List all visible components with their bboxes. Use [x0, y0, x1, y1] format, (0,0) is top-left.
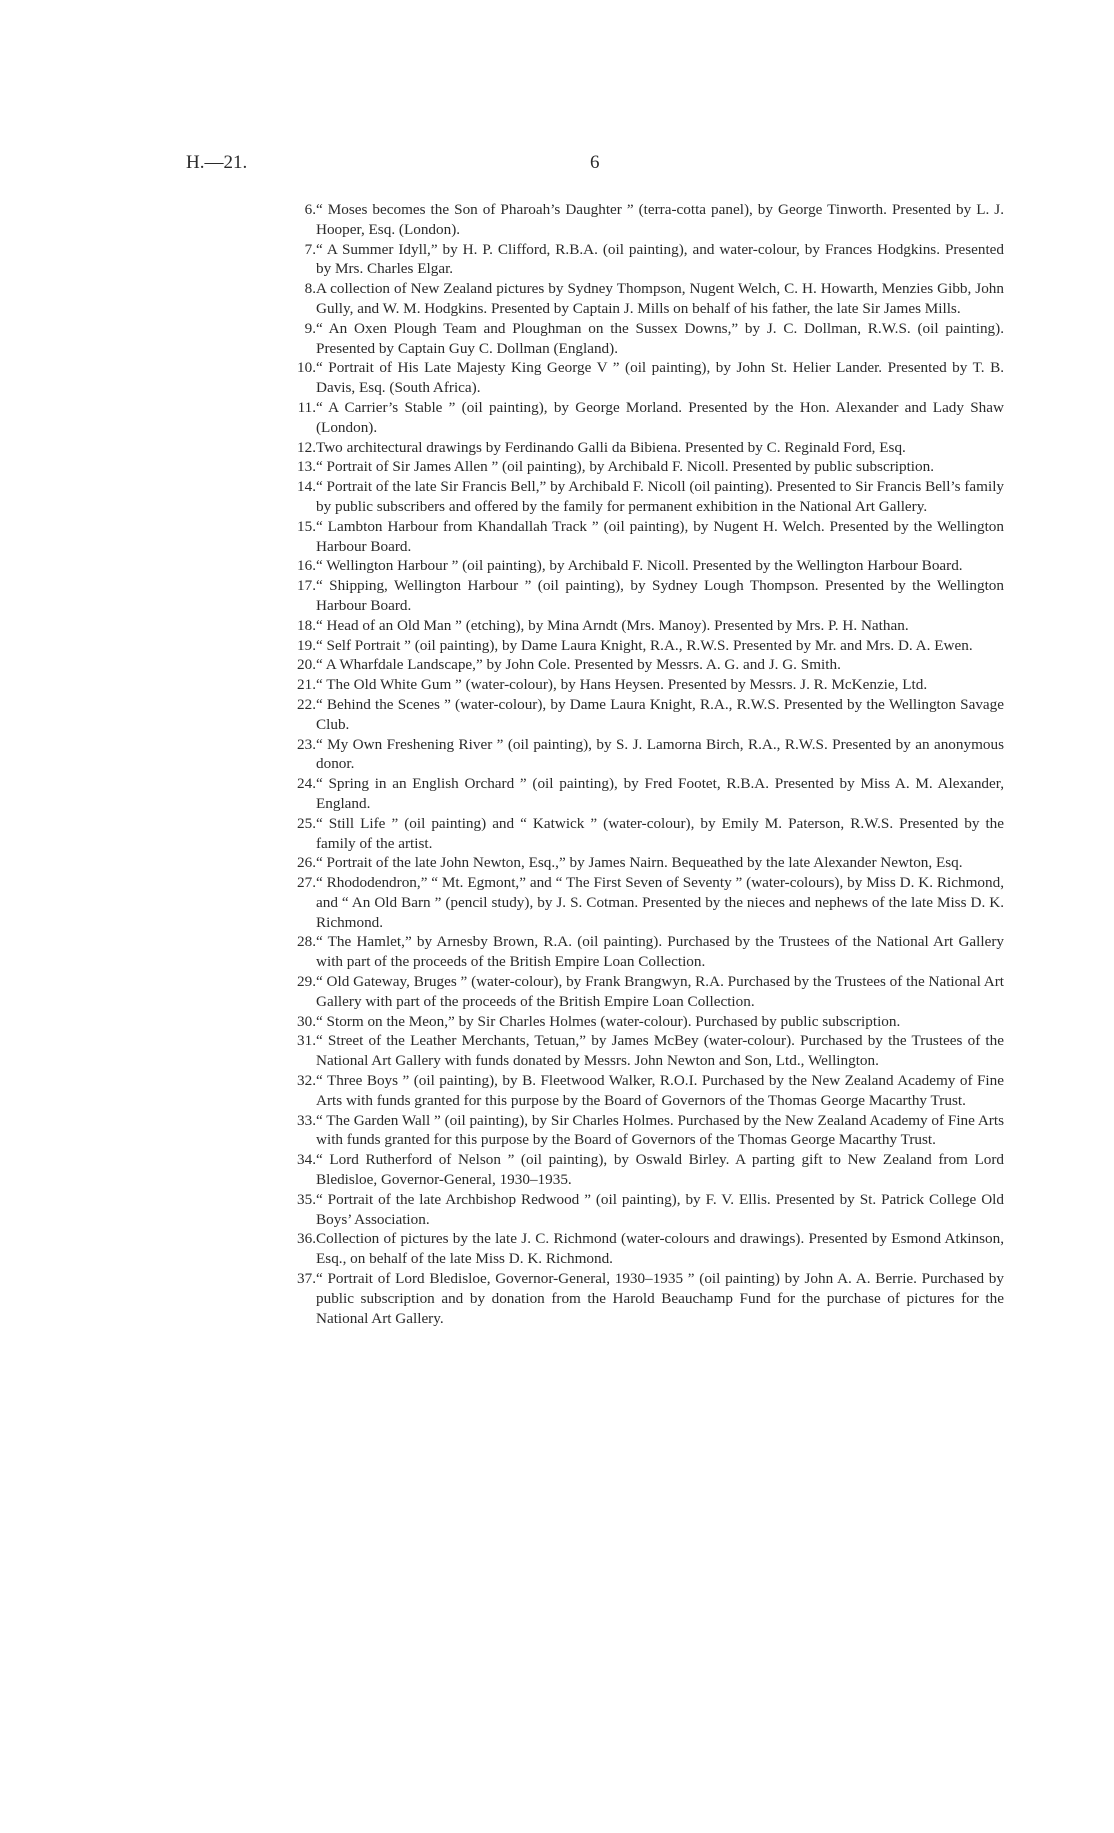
page-number: 6 — [590, 152, 600, 173]
list-item — [256, 1269, 1004, 1328]
list-item — [256, 556, 1004, 576]
list-item — [256, 1031, 1004, 1071]
list-item — [256, 319, 1004, 359]
list-item — [256, 814, 1004, 854]
item-number-text: 20. — [297, 656, 316, 674]
item-number — [273, 556, 316, 576]
item-text: “ Portrait of the late Archbishop Redwood ” (oil painting), by F. V. Ellis. Presented by St. Patrick College Old Boys’ Association. — [316, 1190, 1004, 1228]
list-item — [256, 735, 1004, 775]
list-item — [256, 774, 1004, 814]
item-number-text: 33. — [297, 1111, 316, 1129]
acquisitions-list — [256, 200, 1004, 1328]
item-number — [273, 457, 316, 477]
item-text: “ The Garden Wall ” (oil painting), by Sir Charles Holmes. Purchased by the New Zealand Academy of Fine Arts with funds granted for this purpose by the Board of Governors of the Thomas George Macarthy Trust. — [316, 1111, 1004, 1149]
list-item — [256, 873, 1004, 932]
list-item — [256, 1190, 1004, 1230]
item-number — [273, 1150, 316, 1170]
item-number — [273, 1031, 316, 1051]
item-number-text: 28. — [297, 933, 316, 951]
item-text: Collection of pictures by the late J. C. Richmond (water-colours and drawings). Presented by Esmond Atkinson, Esq., on behalf of the late Miss D. K. Richmond. — [316, 1230, 1004, 1268]
item-text: “ A Wharfdale Landscape,” by John Cole. Presented by Messrs. A. G. and J. G. Smith. — [316, 656, 841, 674]
list-item — [256, 1071, 1004, 1111]
item-number-text: 37. — [297, 1270, 316, 1288]
item-text: “ Portrait of Sir James Allen ” (oil painting), by Archibald F. Nicoll. Presented by public subscription. — [316, 458, 934, 476]
list-item — [256, 853, 1004, 873]
item-number-text: 35. — [297, 1190, 316, 1208]
item-number — [273, 695, 316, 715]
item-number — [273, 675, 316, 695]
item-text: “ My Own Freshening River ” (oil painting), by S. J. Lamorna Birch, R.A., R.W.S. Presented by an anonymous donor. — [316, 735, 1004, 773]
item-number — [273, 358, 316, 378]
list-item — [256, 932, 1004, 972]
item-number — [273, 735, 316, 755]
item-number — [273, 873, 316, 893]
item-number — [273, 636, 316, 656]
item-number-text: 7. — [304, 240, 316, 258]
item-number — [273, 1012, 316, 1032]
item-text: Two architectural drawings by Ferdinando Galli da Bibiena. Presented by C. Reginald Ford, Esq. — [316, 438, 906, 456]
item-number-text: 34. — [297, 1151, 316, 1169]
item-text: “ Lambton Harbour from Khandallah Track ” (oil painting), by Nugent H. Welch. Presented by the Wellington Harbour Board. — [316, 517, 1004, 555]
item-text: “ A Carrier’s Stable ” (oil painting), by George Morland. Presented by the Hon. Alexander and Lady Shaw (London). — [316, 398, 1004, 436]
item-number-text: 19. — [297, 636, 316, 654]
item-text: “ Three Boys ” (oil painting), by B. Fleetwood Walker, R.O.I. Purchased by the New Zealand Academy of Fine Arts with funds granted for this purpose by the Board of Governors of the Thomas George Macarthy Trust. — [316, 1072, 1004, 1109]
item-number — [273, 517, 316, 537]
item-number — [273, 279, 316, 299]
list-item — [256, 616, 1004, 636]
item-number-text: 11. — [297, 398, 316, 416]
item-text: “ Spring in an English Orchard ” (oil painting), by Fred Footet, R.B.A. Presented by Miss A. M. Alexander, England. — [316, 775, 1004, 812]
item-text: “ The Old White Gum ” (water-colour), by Hans Heysen. Presented by Messrs. J. R. McKenzie, Ltd. — [316, 676, 928, 694]
page-header — [186, 152, 1046, 182]
item-number-text: 12. — [297, 438, 316, 456]
item-text: “ Street of the Leather Merchants, Tetuan,” by James McBey (water-colour). Purchased by the Trustees of the National Art Gallery with funds donated by Messrs. John Newton and Son, Ltd., Wellington. — [316, 1032, 1004, 1070]
list-item — [256, 457, 1004, 477]
list-item — [256, 517, 1004, 557]
document-reference: H.—21. — [186, 152, 248, 173]
item-text: “ A Summer Idyll,” by H. P. Clifford, R.B.A. (oil painting), and water-colour, by Frances Hodgkins. Presented by Mrs. Charles Elgar. — [316, 240, 1004, 278]
list-item — [256, 240, 1004, 280]
item-number — [273, 576, 316, 596]
item-number — [273, 200, 316, 220]
item-number-text: 8. — [304, 280, 316, 298]
list-item — [256, 398, 1004, 438]
item-number-text: 21. — [297, 676, 316, 694]
item-number-text: 14. — [297, 478, 316, 496]
item-number — [273, 655, 316, 675]
list-item — [256, 1229, 1004, 1269]
item-number — [273, 616, 316, 636]
item-text: “ An Oxen Plough Team and Ploughman on the Sussex Downs,” by J. C. Dollman, R.W.S. (oil painting). Presented by Captain Guy C. Dollman (England). — [316, 319, 1004, 357]
item-number-text: 30. — [297, 1012, 316, 1030]
item-number — [273, 1269, 316, 1289]
item-number — [273, 814, 316, 834]
item-text: “ Storm on the Meon,” by Sir Charles Holmes (water-colour). Purchased by public subscription. — [316, 1012, 901, 1030]
item-text: “ Still Life ” (oil painting) and “ Katwick ” (water-colour), by Emily M. Paterson, R.W.S. Presented by the family of the artist. — [316, 814, 1004, 852]
list-item — [256, 200, 1004, 240]
list-item — [256, 279, 1004, 319]
item-text: “ Portrait of His Late Majesty King George V ” (oil painting), by John St. Helier Lander. Presented by T. B. Davis, Esq. (South Africa). — [316, 359, 1004, 397]
item-number-text: 32. — [297, 1072, 316, 1090]
list-item — [256, 477, 1004, 517]
item-number — [273, 477, 316, 497]
item-number-text: 26. — [297, 854, 316, 872]
item-text: “ Self Portrait ” (oil painting), by Dame Laura Knight, R.A., R.W.S. Presented by Mr. and Mrs. D. A. Ewen. — [316, 636, 973, 654]
item-number-text: 10. — [297, 359, 316, 377]
item-text: “ Wellington Harbour ” (oil painting), by Archibald F. Nicoll. Presented by the Wellington Harbour Board. — [316, 557, 963, 575]
item-number — [273, 438, 316, 458]
item-number-text: 36. — [297, 1230, 316, 1248]
item-number-text: 24. — [297, 775, 316, 793]
item-number-text: 13. — [297, 458, 316, 476]
item-text: “ Shipping, Wellington Harbour ” (oil painting), by Sydney Lough Thompson. Presented by the Wellington Harbour Board. — [316, 577, 1004, 614]
item-number-text: 18. — [297, 616, 316, 634]
item-text: A collection of New Zealand pictures by Sydney Thompson, Nugent Welch, C. H. Howarth, Menzies Gibb, John Gully, and W. M. Hodgkins. Presented by Captain J. Mills on behalf of his father, the late Sir James Mills. — [316, 280, 1004, 317]
item-text: “ Head of an Old Man ” (etching), by Mina Arndt (Mrs. Manoy). Presented by Mrs. P. H. Nathan. — [316, 616, 909, 634]
list-item — [256, 655, 1004, 675]
list-item — [256, 438, 1004, 458]
item-number — [273, 1190, 316, 1210]
item-number-text: 6. — [304, 201, 316, 218]
item-text: “ Old Gateway, Bruges ” (water-colour), by Frank Brangwyn, R.A. Purchased by the Trustees of the National Art Gallery with part of the proceeds of the British Empire Loan Collection. — [316, 973, 1004, 1010]
item-text: “ Portrait of the late John Newton, Esq.,” by James Nairn. Bequeathed by the late Alexander Newton, Esq. — [316, 854, 963, 872]
list-item — [256, 358, 1004, 398]
item-text: “ Behind the Scenes ” (water-colour), by Dame Laura Knight, R.A., R.W.S. Presented by the Wellington Savage Club. — [316, 695, 1004, 733]
item-number-text: 25. — [297, 814, 316, 832]
item-text: “ The Hamlet,” by Arnesby Brown, R.A. (oil painting). Purchased by the Trustees of the National Art Gallery with part of the proceeds of the British Empire Loan Collection. — [316, 933, 1004, 971]
list-item — [256, 675, 1004, 695]
item-number-text: 31. — [297, 1032, 316, 1050]
item-number-text: 23. — [297, 735, 316, 753]
item-number — [273, 240, 316, 260]
item-number-text: 29. — [297, 973, 316, 991]
list-item — [256, 1111, 1004, 1151]
item-number — [273, 972, 316, 992]
item-text: “ Portrait of Lord Bledisloe, Governor-General, 1930–1935 ” (oil painting) by John A. A. Berrie. Purchased by public subscription and by donation from the Harold Beauchamp Fund for the purchase of pictures for the National Art Gallery. — [316, 1270, 1004, 1327]
list-item — [256, 695, 1004, 735]
item-text: “ Rhododendron,” “ Mt. Egmont,” and “ The First Seven of Seventy ” (water-colours), by Miss D. K. Richmond, and “ An Old Barn ” (pencil study), by J. S. Cotman. Presented by the nieces and nephews of the late Miss D. K. Richmond. — [316, 874, 1004, 931]
item-number — [273, 398, 316, 418]
list-item — [256, 1150, 1004, 1190]
list-item — [256, 1012, 1004, 1032]
item-number-text: 27. — [297, 874, 316, 892]
item-number-text: 9. — [304, 319, 316, 337]
list-item — [256, 636, 1004, 656]
list-item — [256, 576, 1004, 616]
item-number — [273, 319, 316, 339]
item-number — [273, 1111, 316, 1131]
item-number — [273, 1071, 316, 1091]
item-text: “ Portrait of the late Sir Francis Bell,” by Archibald F. Nicoll (oil painting). Presented to Sir Francis Bell’s family by public subscribers and offered by the family for permanent exhibition in the National Art Gallery. — [316, 478, 1005, 515]
item-number-text: 16. — [297, 557, 316, 575]
item-text: “ Moses becomes the Son of Pharoah’s Daughter ” (terra-cotta panel), by George Tinworth. Presented by L. J. Hooper, Esq. (London). — [316, 201, 1004, 238]
list-item — [256, 972, 1004, 1012]
item-text: “ Lord Rutherford of Nelson ” (oil painting), by Oswald Birley. A parting gift to New Zealand from Lord Bledisloe, Governor-General, 1930–1935. — [316, 1151, 1004, 1189]
item-number — [273, 932, 316, 952]
item-number-text: 17. — [297, 577, 316, 595]
item-number — [273, 1229, 316, 1249]
item-number — [273, 774, 316, 794]
item-number-text: 22. — [297, 695, 316, 713]
item-number — [273, 853, 316, 873]
item-number-text: 15. — [297, 517, 316, 535]
